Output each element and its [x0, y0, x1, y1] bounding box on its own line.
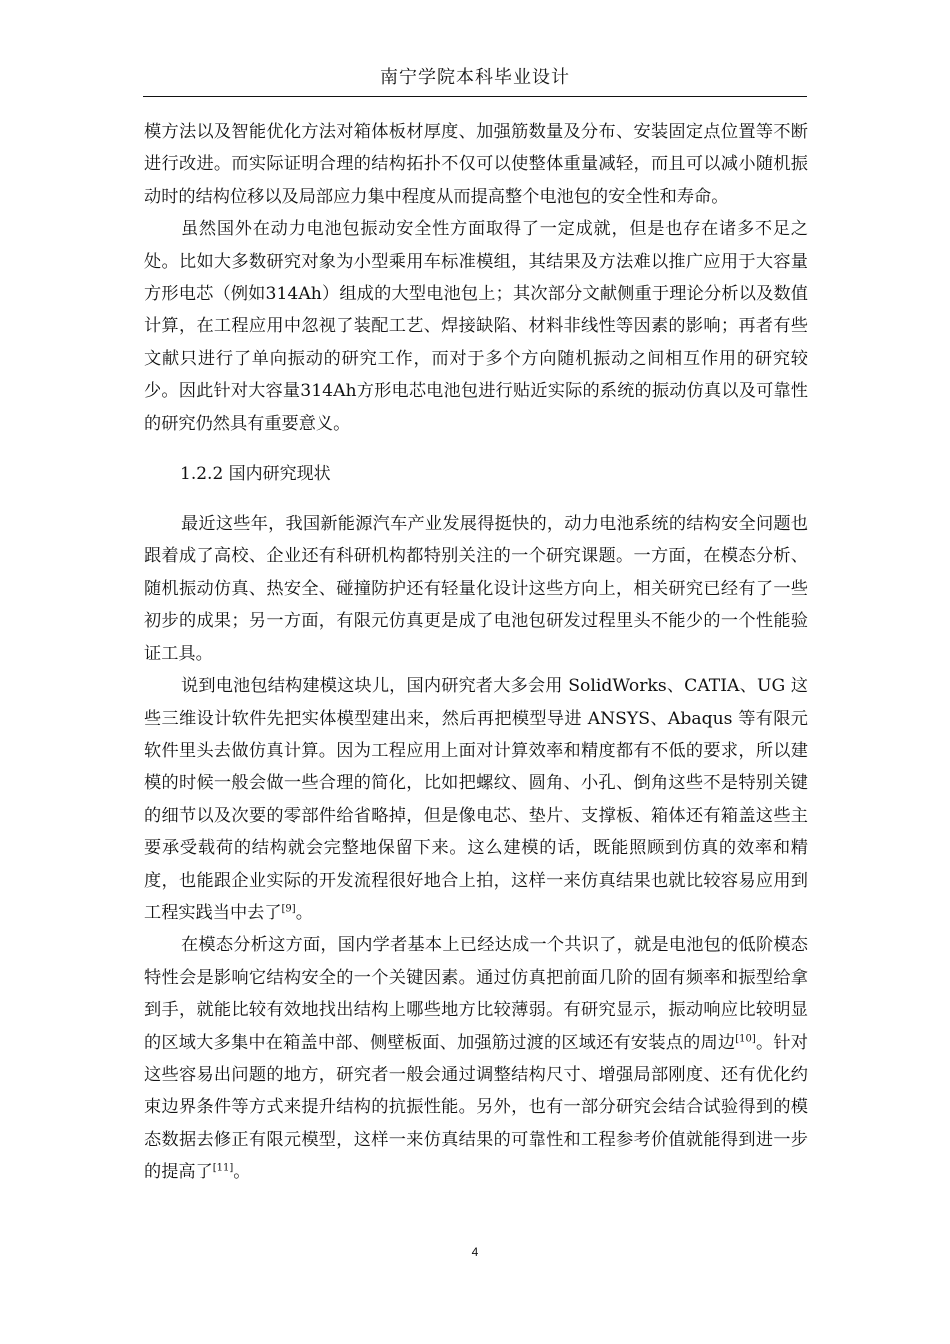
paragraph-end: 。 — [295, 902, 313, 923]
paragraph-text: 在模态分析这方面，国内学者基本上已经达成一个共识了，就是电池包的低阶模态特性会是影响它结构安全的一个关键因素。通过仿真把前面几阶的固有频率和振型给拿到手，就能比较有效地找出结构上哪些地方比较薄弱。有研究显示，振动响应比较明显的区域大多集中在箱盖中部、侧壁板面、加强筋过渡的区域还有安装点的周边 — [144, 935, 808, 1053]
citation-11: [11] — [212, 1162, 234, 1174]
citation-10: [10] — [735, 1032, 756, 1044]
header-rule — [143, 96, 807, 97]
running-header: 南宁学院本科毕业设计 — [380, 67, 570, 88]
page-number: 4 — [471, 1245, 479, 1259]
paragraph-end: 。 — [233, 1162, 251, 1183]
paragraph-domestic-modal — [144, 929, 808, 1188]
paragraph-text-continued: 。针对这些容易出问题的地方，研究者一般会通过调整结构尺寸、增强局部刚度、还有优化约束边界条件等方式来提升结构的抗振性能。另外，也有一部分研究会结合试验得到的模态数据去修正有限元模型，这样一来仿真结果的可靠性和工程参考价值就能得到进一步的提高了 — [144, 1032, 808, 1183]
citation-9: [9] — [281, 903, 296, 915]
paragraph-continuation: 模方法以及智能优化方法对箱体板材厚度、加强筋数量及分布、安装固定点位置等不断进行改进。而实际证明合理的结构拓扑不仅可以使整体重量减轻，而且可以减小随机振动时的结构位移以及局部应力集中程度从而提高整个电池包的安全性和寿命。 — [144, 122, 808, 207]
paragraph-domestic-overview: 最近这些年，我国新能源汽车产业发展得挺快的，动力电池系统的结构安全问题也跟着成了高校、企业还有科研机构都特别关注的一个研究课题。一方面，在模态分析、随机振动仿真、热安全、碰撞防护还有轻量化设计这些方向上，相关研究已经有了一些初步的成果；另一方面，有限元仿真更是成了电池包研发过程里头不能少的一个性能验证工具。 — [144, 514, 808, 664]
section-heading: 1.2.2 国内研究现状 — [180, 464, 331, 485]
body-text — [144, 116, 808, 1189]
paragraph-text: 说到电池包结构建模这块儿，国内研究者大多会用 SolidWorks、CATIA、UG 这些三维设计软件先把实体模型建出来，然后再把模型导进 ANSYS、Abaqus 等有限元软件里头去做仿真计算。因为工程应用上面对计算效率和精度都有不低的要求，所以建模的时候一般会做一些合理的简化，比如把螺纹、圆角、小孔、倒角这些不是特别关键的细节以及次要的零部件给省略掉，但是像电芯、垫片、支撑板、箱体还有箱盖这些主要承受载荷的结构就会完整地保留下来。这么建模的话，既能照顾到仿真的效率和精度，也能跟企业实际的开发流程很好地合上拍，这样一来仿真结果也就比较容易应用到工程实践当中去了 — [144, 676, 808, 923]
paragraph-domestic-modeling — [144, 670, 808, 929]
paragraph-foreign-limitations: 虽然国外在动力电池包振动安全性方面取得了一定成就，但是也存在诸多不足之处。比如大多数研究对象为小型乘用车标准模组，其结果及方法难以推广应用于大容量方形电芯（例如314Ah）组成的大型电池包上；其次部分文献侧重于理论分析以及数值计算，在工程应用中忽视了装配工艺、焊接缺陷、材料非线性等因素的影响；再者有些文献只进行了单向振动的研究工作，而对于多个方向随机振动之间相互作用的研究较少。因此针对大容量314Ah方形电芯电池包进行贴近实际的系统的振动仿真以及可靠性的研究仍然具有重要意义。 — [144, 219, 808, 434]
